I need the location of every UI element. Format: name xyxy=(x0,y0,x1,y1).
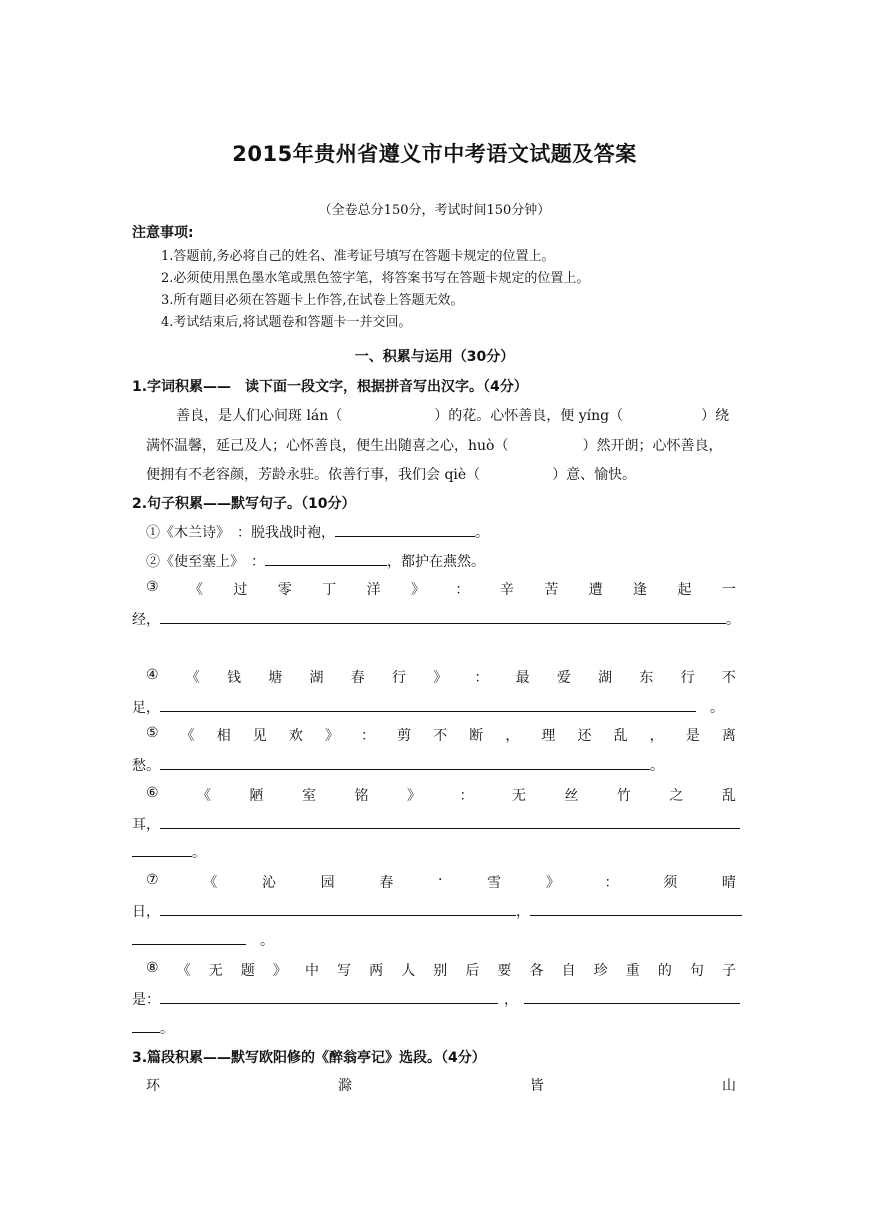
spread-char: 》 xyxy=(272,963,287,979)
q1-text: 善良，是人们心间斑 lán（ xyxy=(176,408,343,424)
q2-text: ②《使至塞上》 ： xyxy=(146,554,265,570)
q2-text: 。 xyxy=(160,1021,174,1037)
spread-char: 滁 xyxy=(338,1078,352,1094)
q2-sentence-7-answer-cont xyxy=(132,930,274,950)
spread-char: · xyxy=(438,872,443,888)
spread-char: 最 xyxy=(515,670,530,686)
q2-sentence-6-prompt xyxy=(146,785,736,805)
answer-line[interactable] xyxy=(265,551,387,566)
q2-sentence-2 xyxy=(146,551,485,571)
spread-char: 》 xyxy=(411,582,425,598)
notice-heading: 注意事项: xyxy=(132,225,194,241)
spread-char: 剪 xyxy=(397,728,412,744)
q2-sentence-6-answer-cont xyxy=(132,842,206,862)
q2-sentence-4-prompt xyxy=(146,667,736,687)
spread-char: 丁 xyxy=(322,582,337,598)
spread-char: 丝 xyxy=(564,788,579,804)
spread-char: 断 xyxy=(469,728,484,744)
spread-char: 行 xyxy=(391,670,406,686)
spread-char: 各 xyxy=(529,963,544,979)
spread-char: 爱 xyxy=(556,670,571,686)
spread-char: 》 xyxy=(433,670,448,686)
spread-char: 春 xyxy=(350,670,365,686)
q1-text: 满怀温馨，延己及人；心怀善良，便生出随喜之心，huò（ xyxy=(146,438,509,454)
spread-char: 的 xyxy=(657,963,672,979)
q2-text: 耳， xyxy=(132,817,160,833)
spread-char: ⑧ xyxy=(146,960,159,976)
section-heading: 一、积累与运用（30分） xyxy=(354,349,515,365)
q2-sentence-3-prompt xyxy=(146,579,736,599)
question-1-heading: 1.字词积累—— 读下面一段文字，根据拼音写出汉字。（4分） xyxy=(132,379,528,395)
spread-char: 两 xyxy=(369,963,384,979)
notice-item: 3.所有题目必须在答题卡上作答,在试卷上答题无效。 xyxy=(161,293,464,308)
spread-char: 塘 xyxy=(268,670,283,686)
answer-line[interactable] xyxy=(160,609,726,624)
spread-char: ⑤ xyxy=(146,725,159,741)
spread-char: 是 xyxy=(685,728,700,744)
spread-char: 》 xyxy=(545,875,560,891)
spread-char: 钱 xyxy=(227,670,242,686)
q1-line-3 xyxy=(146,464,636,484)
spread-char: 逢 xyxy=(633,582,648,598)
q2-sentence-4-answer xyxy=(132,697,724,717)
q2-text: 。 xyxy=(192,845,206,861)
answer-line[interactable] xyxy=(160,814,740,829)
answer-line[interactable] xyxy=(132,1018,160,1033)
spread-char: 子 xyxy=(721,963,736,979)
spread-char: 中 xyxy=(304,963,319,979)
q2-text: 。 xyxy=(260,933,274,949)
spread-char: 《 xyxy=(185,670,200,686)
q2-text: 日， xyxy=(132,904,160,920)
spread-char: 后 xyxy=(465,963,480,979)
q3-passage-line xyxy=(146,1075,736,1095)
q2-text: 足， xyxy=(132,700,160,716)
spread-char: ： xyxy=(474,670,489,686)
spread-char: 之 xyxy=(669,788,684,804)
q2-text: 。 xyxy=(650,758,664,774)
q2-sentence-5-prompt xyxy=(146,725,736,745)
q1-text: ）绕 xyxy=(701,408,730,424)
q1-line-1 xyxy=(176,405,729,425)
spread-char: 不 xyxy=(721,670,736,686)
q2-sentence-8-answer-cont xyxy=(132,1018,174,1038)
spread-char: 起 xyxy=(677,582,692,598)
spread-char: ： xyxy=(455,582,470,598)
answer-line[interactable] xyxy=(160,697,696,712)
spread-char: 沁 xyxy=(261,875,276,891)
spread-char: 重 xyxy=(625,963,640,979)
spread-char: 要 xyxy=(497,963,512,979)
spread-char: ， xyxy=(505,728,520,744)
spread-char: 《 xyxy=(203,875,218,891)
q2-text: 愁。 xyxy=(132,758,160,774)
answer-line[interactable] xyxy=(160,755,650,770)
spread-char: 湖 xyxy=(309,670,324,686)
spread-char: 竹 xyxy=(616,788,631,804)
spread-char: 珍 xyxy=(593,963,608,979)
notice-item: 1.答题前,务必将自己的姓名、准考证号填写在答题卡规定的位置上。 xyxy=(161,249,555,264)
q2-sentence-3-answer xyxy=(132,609,740,629)
page-title: 2015年贵州省遵义市中考语文试题及答案 xyxy=(232,142,637,166)
spread-char: ④ xyxy=(146,667,159,683)
spread-char: 离 xyxy=(721,728,736,744)
spread-char: 理 xyxy=(541,728,556,744)
spread-char: 乱 xyxy=(613,728,628,744)
spread-char: 《 xyxy=(180,728,195,744)
spread-char: 零 xyxy=(277,582,292,598)
spread-char: 洋 xyxy=(366,582,381,598)
q2-text: ， xyxy=(504,992,518,1008)
spread-char: 题 xyxy=(240,963,255,979)
spread-char: 雪 xyxy=(487,875,502,891)
q2-sentence-5-answer xyxy=(132,755,664,775)
q2-sentence-6-answer xyxy=(132,814,740,834)
answer-line[interactable] xyxy=(335,522,475,537)
q2-text: 是： xyxy=(132,992,160,1008)
spread-char: 无 xyxy=(511,788,526,804)
q2-sentence-8-answer xyxy=(132,989,740,1009)
spread-char: 晴 xyxy=(721,875,736,891)
spread-char: 不 xyxy=(433,728,448,744)
q1-text: ）意、愉快。 xyxy=(552,467,637,483)
answer-line[interactable] xyxy=(160,901,516,916)
q2-text: 。 xyxy=(726,612,740,628)
spread-char: 欢 xyxy=(288,728,303,744)
spread-char: 苦 xyxy=(544,582,559,598)
answer-line[interactable] xyxy=(132,930,246,945)
spread-char: 》 xyxy=(324,728,339,744)
spread-char: 乱 xyxy=(721,788,736,804)
q1-text: 便拥有不老容颜，芳龄永驻。依善行事，我们会 qiè（ xyxy=(146,467,481,483)
q2-text: 。 xyxy=(710,700,724,716)
spread-char: 湖 xyxy=(598,670,613,686)
answer-line[interactable] xyxy=(132,842,192,857)
spread-char: 还 xyxy=(577,728,592,744)
q2-sentence-7-prompt xyxy=(146,872,736,892)
spread-char: 室 xyxy=(302,788,317,804)
spread-char: 《 xyxy=(176,963,191,979)
spread-char: ： xyxy=(459,788,474,804)
spread-char: ： xyxy=(604,875,619,891)
answer-line[interactable] xyxy=(524,989,740,1004)
spread-char: 皆 xyxy=(530,1078,544,1094)
spread-char: 山 xyxy=(722,1078,736,1094)
spread-char: ⑦ xyxy=(146,872,159,888)
spread-char: 无 xyxy=(208,963,223,979)
answer-line[interactable] xyxy=(530,901,742,916)
spread-char: 见 xyxy=(252,728,267,744)
q2-sentence-7-answer xyxy=(132,901,742,921)
q2-text: ①《木兰诗》 ：脱我战时袍， xyxy=(146,525,335,541)
spread-char: 园 xyxy=(320,875,335,891)
spread-char: 自 xyxy=(561,963,576,979)
spread-char: 别 xyxy=(433,963,448,979)
q1-text: ）的花。心怀善良，便 yíng（ xyxy=(434,408,624,424)
q2-text: ， xyxy=(516,904,530,920)
spread-char: ③ xyxy=(146,579,159,595)
spread-char: ： xyxy=(361,728,376,744)
spread-char: 相 xyxy=(216,728,231,744)
spread-char: 一 xyxy=(721,582,736,598)
page-subtitle: （全卷总分150分，考试时间150分钟） xyxy=(318,203,551,218)
q2-sentence-8-prompt xyxy=(146,960,736,980)
spread-char: 辛 xyxy=(499,582,514,598)
q2-sentence-1 xyxy=(146,522,489,542)
spread-char: 春 xyxy=(379,875,394,891)
spread-char: 环 xyxy=(146,1078,160,1094)
notice-item: 2.必须使用黑色墨水笔或黑色签字笔，将答案书写在答题卡规定的位置上。 xyxy=(161,271,590,286)
spread-char: ⑥ xyxy=(146,785,159,801)
spread-char: 过 xyxy=(233,582,248,598)
spread-char: 写 xyxy=(337,963,352,979)
question-2-heading: 2.句子积累——默写句子。（10分） xyxy=(132,496,356,512)
spread-char: 东 xyxy=(639,670,654,686)
q1-line-2 xyxy=(146,435,722,455)
spread-char: 《 xyxy=(197,788,212,804)
q2-text: 经， xyxy=(132,612,160,628)
spread-char: 行 xyxy=(680,670,695,686)
spread-char: 陋 xyxy=(249,788,264,804)
question-3-heading: 3.篇段积累——默写欧阳修的《醉翁亭记》选段。（4分） xyxy=(132,1050,486,1066)
q2-text: 。 xyxy=(475,525,489,541)
spread-char: 遭 xyxy=(588,582,603,598)
spread-char: 》 xyxy=(406,788,421,804)
q1-text: ）然开朗；心怀善良， xyxy=(582,438,723,454)
spread-char: 铭 xyxy=(354,788,369,804)
spread-char: 《 xyxy=(188,582,203,598)
spread-char: 须 xyxy=(663,875,678,891)
spread-char: 句 xyxy=(689,963,704,979)
spread-char: ， xyxy=(649,728,664,744)
notice-item: 4.考试结束后,将试题卷和答题卡一并交回。 xyxy=(161,315,412,330)
spread-char: 人 xyxy=(401,963,416,979)
answer-line[interactable] xyxy=(160,989,498,1004)
q2-text: ，都护在燕然。 xyxy=(387,554,485,570)
